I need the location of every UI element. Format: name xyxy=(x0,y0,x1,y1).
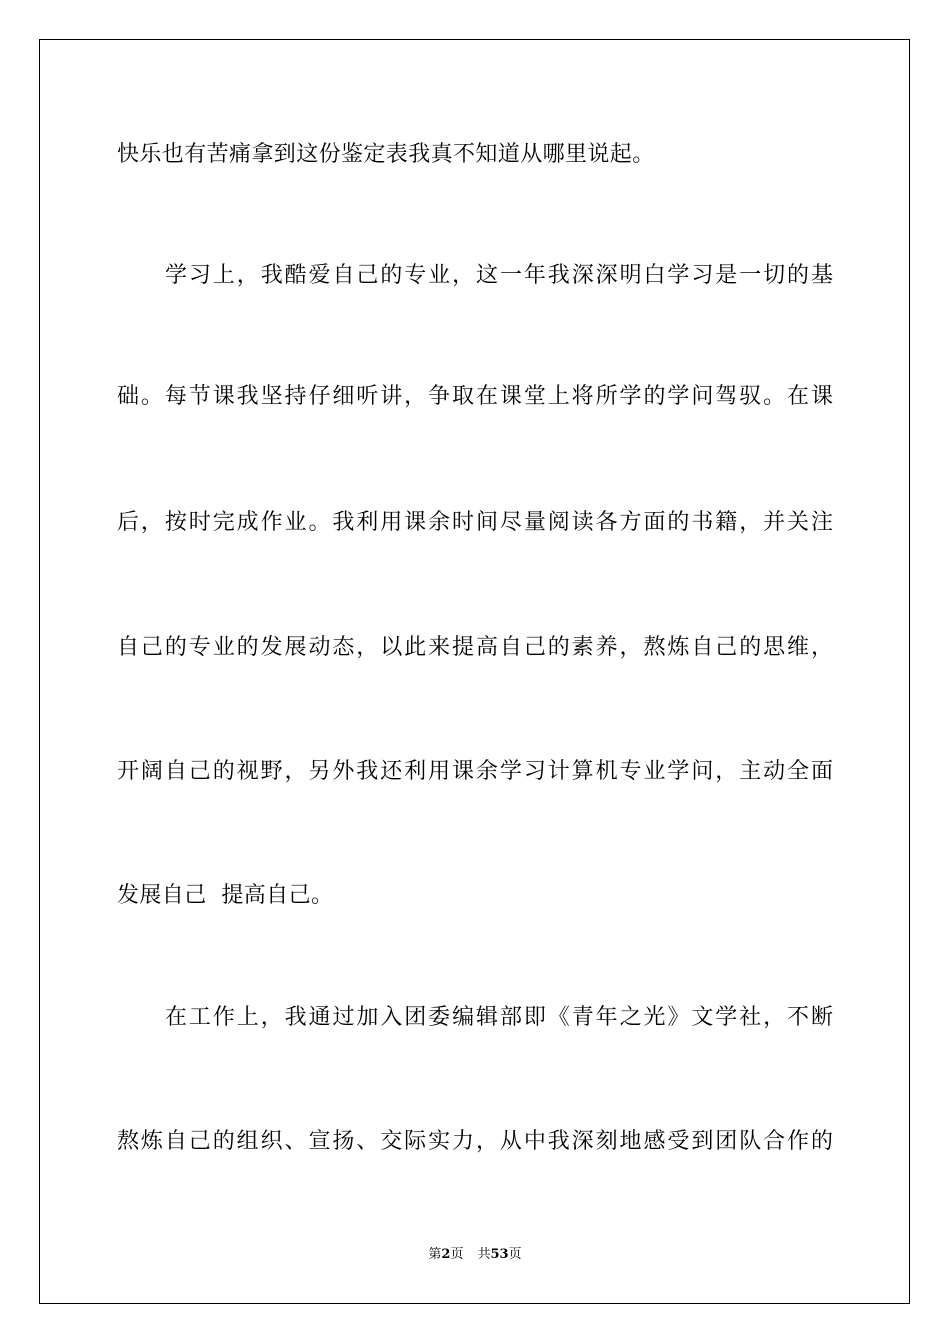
paragraph-start-line: 学习上，我酷爱自己的专业，这一年我深深明白学习是一切的基 xyxy=(165,263,833,288)
text-line: 础。每节课我坚持仔细听讲，争取在课堂上将所学的学问驾驭。在课 xyxy=(117,384,833,409)
text-line: 开阔自己的视野，另外我还利用课余学习计算机专业学问，主动全面 xyxy=(117,759,833,784)
page-suffix: 页 xyxy=(450,1247,464,1262)
text-line: 发展自己 提高自己。 xyxy=(117,883,334,908)
page-current: 2 xyxy=(441,1247,451,1262)
text-line: 熬炼自己的组织、宣扬、交际实力，从中我深刻地感受到团队合作的 xyxy=(117,1129,833,1154)
total-suffix: 页 xyxy=(508,1247,522,1262)
page-prefix: 第 xyxy=(428,1247,442,1262)
total-prefix: 共 xyxy=(477,1247,491,1262)
text-line: 后，按时完成作业。我利用课余时间尽量阅读各方面的书籍，并关注 xyxy=(117,510,833,535)
text-line: 快乐也有苦痛拿到这份鉴定表我真不知道从哪里说起。 xyxy=(117,142,655,167)
text-line: 自己的专业的发展动态，以此来提高自己的素养，熬炼自己的思维， xyxy=(117,635,833,660)
page-border xyxy=(39,39,910,1304)
page-footer xyxy=(0,1247,950,1263)
paragraph-start-line: 在工作上，我通过加入团委编辑部即《青年之光》文学社，不断 xyxy=(165,1005,833,1030)
page-total: 53 xyxy=(490,1247,509,1262)
